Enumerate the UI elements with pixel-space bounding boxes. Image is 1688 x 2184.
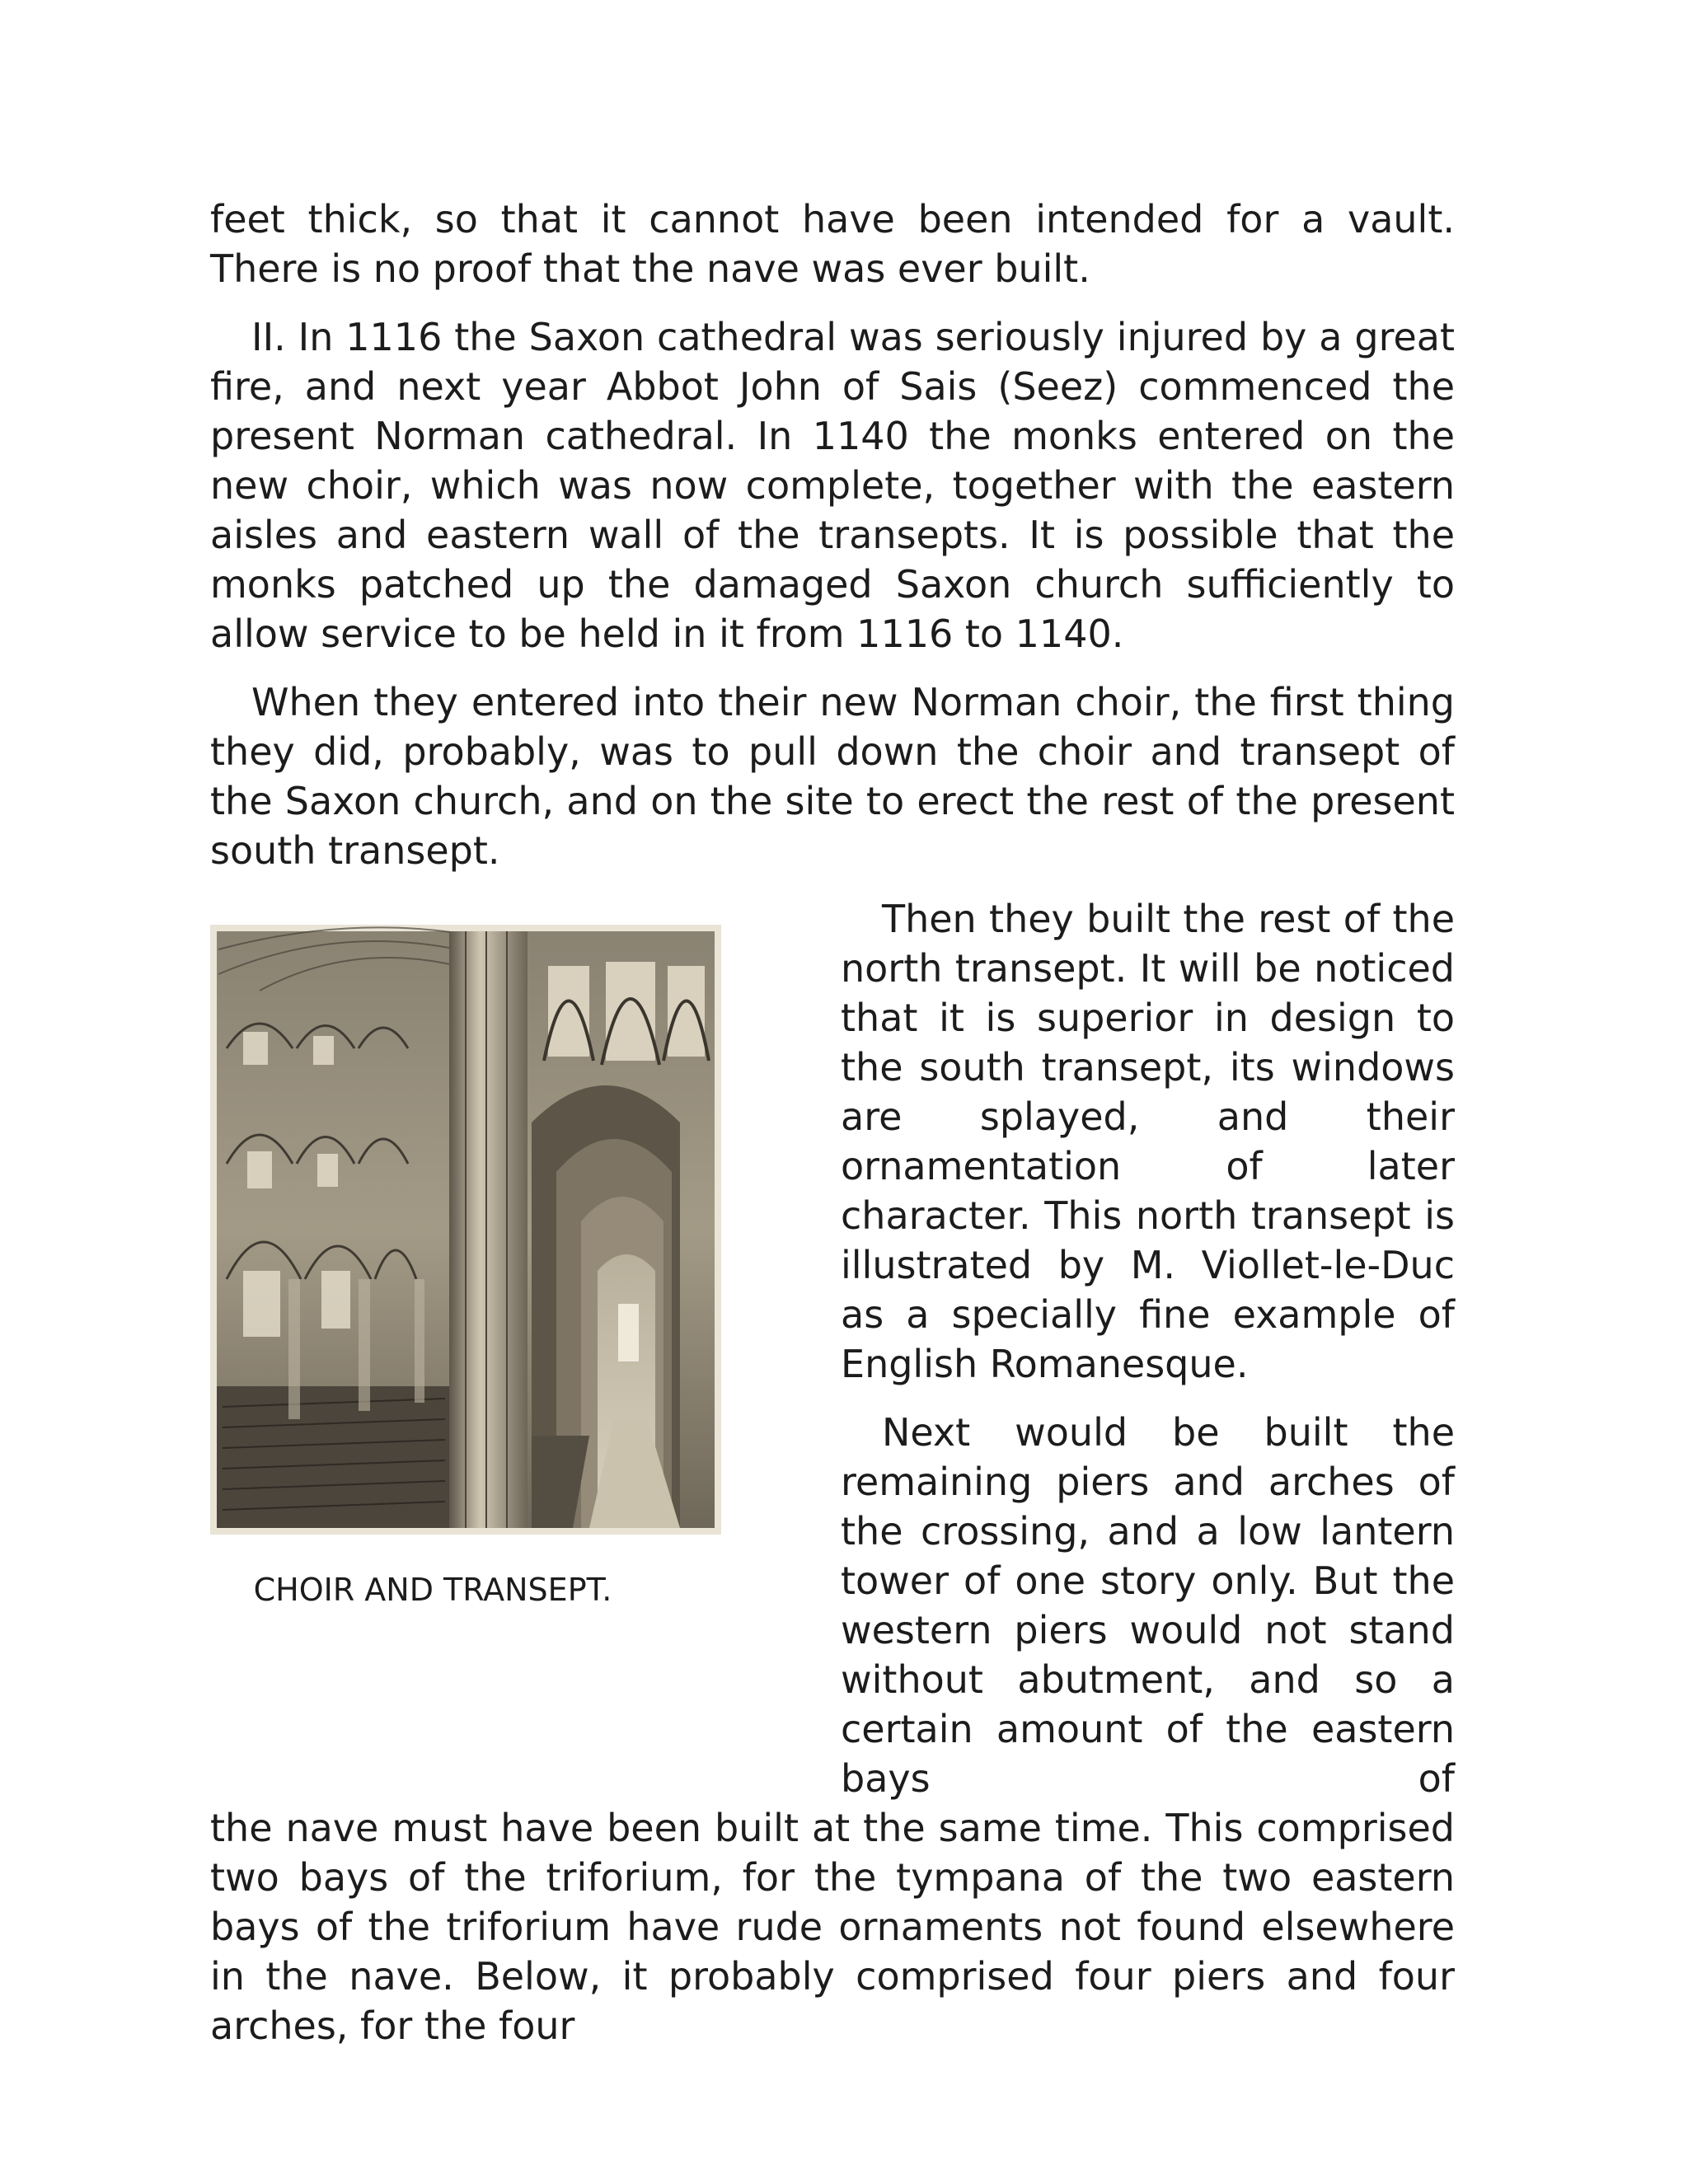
page-body [210,194,1455,2069]
figure-section [210,894,1455,1803]
figure-caption: CHOIR AND TRANSEPT. [253,1572,612,1608]
paragraph-5-line-7: amount of the eastern bays of [841,1707,1456,1801]
side-text-column [841,894,1455,1803]
figure [210,925,721,1608]
paragraph-5-line-5: piers would not stand without [841,1608,1456,1702]
paragraph-5-line-3: crossing, and a low lantern tower [841,1509,1455,1603]
paragraph-5-side [841,1408,1455,1803]
paragraph-4: Then they built the rest of the north transept. It will be noticed that it is superior in design to the south transept, its windows are splayed, and their ornamentation of later character. This north transept is illustrated by M. Viollet-le-Duc as a specially fine example of English Romanesque. [841,897,1455,1386]
paragraph-5-line-2: remaining piers and arches of the [841,1460,1455,1554]
choir-and-transept-illustration [210,925,721,1535]
paragraph-5-line-4: of one story only. But the western [841,1558,1455,1652]
paragraph-2: II. In 1116 the Saxon cathedral was seriously injured by a great fire, and next year Abbot John of Sais (Seez) commenced the present Norman cathedral. In 1140 the monks entered on the new choir, which was now complete, together with the eastern aisles and eastern wall of the transepts. It is possible that the monks patched up the damaged Saxon church sufficiently to allow service to be held in it from 1116 to 1140. [210,315,1455,656]
paragraph-5-continued: the nave must have been built at the same time. This comprised two bays of the triforium, for the tympana of the two eastern bays of the triforium have rude ornaments not found elsewhere in the nave. Below, it probably comprised four piers and four arches, for the four [210,1806,1455,2048]
paragraph-5-line-6: abutment, and so a certain [841,1657,1455,1751]
paragraph-3: When they entered into their new Norman choir, the first thing they did, probably, was to pull down the choir and transept of the Saxon church, and on the site to erect the rest of the present south transept. [210,680,1455,873]
paragraph-5-line-1: Next would be built the [882,1410,1455,1455]
paragraph-1: feet thick, so that it cannot have been intended for a vault. There is no proof that the nave was ever built. [210,197,1455,291]
